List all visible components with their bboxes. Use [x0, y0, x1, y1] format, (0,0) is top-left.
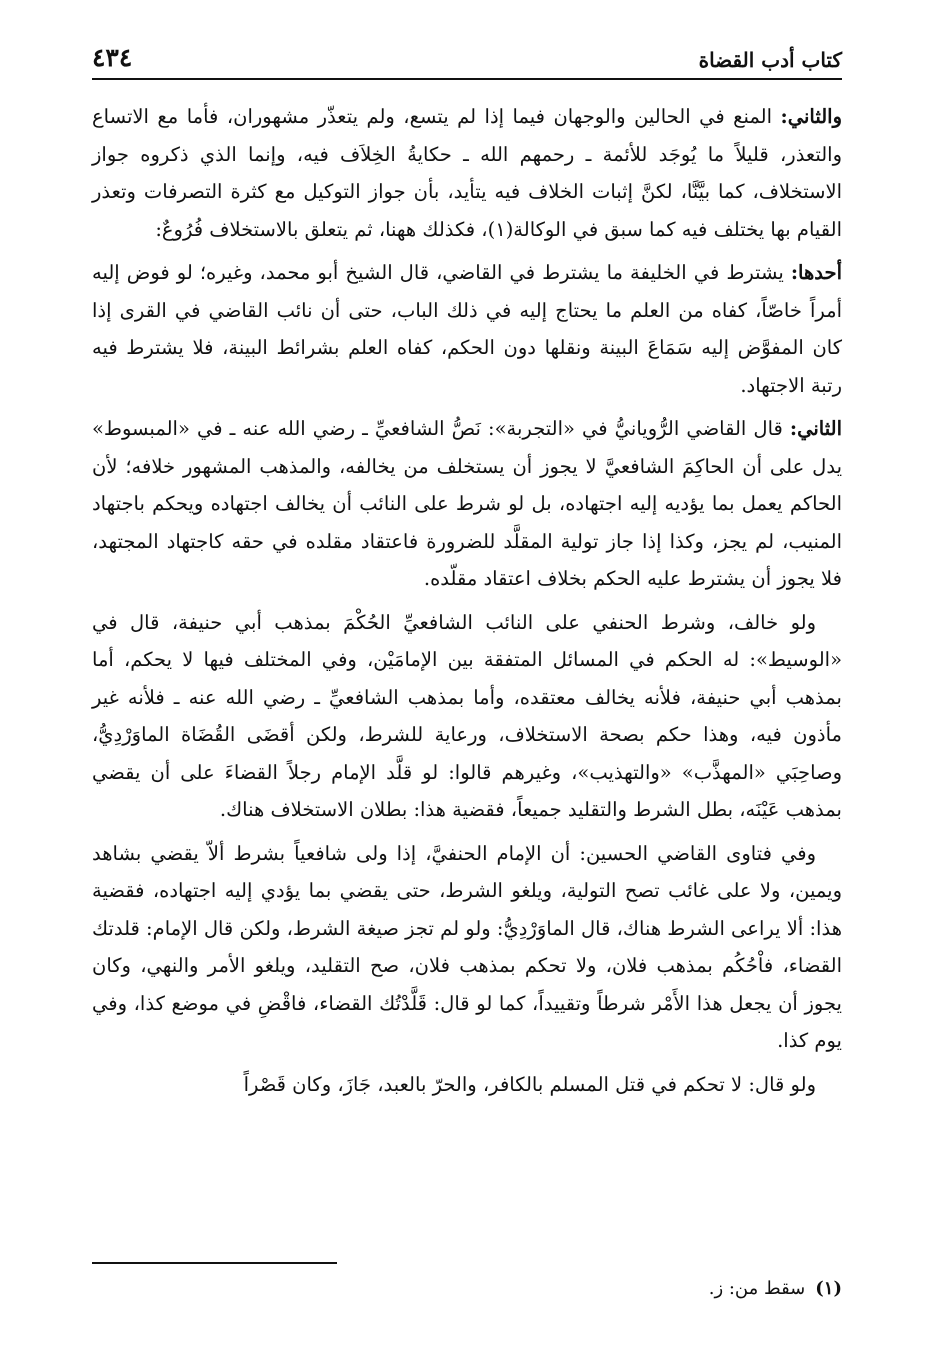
- paragraph: [92, 1066, 842, 1104]
- paragraph-text: يشترط في الخليفة ما يشترط في القاضي، قال الشيخ أبو محمد، وغيره؛ لو فوض إليه أمراً خاصّاً، كفاه من العلم ما يحتاج إليه في ذلك الباب، حتى أن نائب القاضي في القرى إذا كان المفوَّض إليه سَمَاعَ البينة ونقلها دون الحكم، كفاه العلم بشرائط البينة، فلا يشترط فيه رتبة الاجتهاد.: [92, 261, 842, 397]
- footnote-number: (١): [815, 1278, 842, 1299]
- paragraph-text: وفي فتاوى القاضي الحسين: أن الإمام الحنفيَّ، إذا ولى شافعياً بشرط ألاّ يقضي بشاهد ويمين، ولا على غائب تصح التولية، ويلغو الشرط، حتى يقضي بما يؤدي إليه اجتهاده، فقضية هذا: ألا يراعى الشرط هناك، قال الماوَرْدِيُّ: ولو لم تجز صيغة الشرط، ولكن قال الإمام: قلدتك القضاء، فاْحُكُم بمذهب فلان، ولا تحكم بمذهب فلان، صح التقليد، ويلغو الأمر والنهي، وكان يجوز أن يجعل هذا الأَمْر شرطاً وتقييداً، كما لو قال: قَلَّدْتُك القضاء، فاقْضِ في موضع كذا، وفي يوم كذا.: [91, 841, 842, 1052]
- paragraph-text: ولو خالف، وشرط الحنفي على النائب الشافعيِّ الحُكْمَ بمذهب أبي حنيفة، قال في «الوسيط»: له الحكم في المسائل المتفقة بين الإمامَيْن، وفي المختلف فيها لا يحكم، أما بمذهب أبي حنيفة، فلأنه يخالف معتقده، وأما بمذهب الشافعيِّ ـ رضي الله عنه ـ فلأنه غير مأذون فيه، وهذا حكم بصحة الاستخلاف، ورعاية للشرط، ولكن أقضَى القُضَاة الماوَرْدِيُّ، وصاحِبَي «المهذَّب» «والتهذيب»، وغيرهم قالوا: لو قلَّد الإمام رجلاً القضاءَ على أن يقضي بمذهب عَيْنَه، بطل الشرط والتقليد جميعاً، فقضية هذا: بطلان الاستخلاف هناك.: [92, 610, 842, 821]
- footnote-text: سقط من: ز.: [708, 1278, 806, 1299]
- paragraph-text: قال القاضي الرُّويانيُّ في «التجربة»: نَصُّ الشافعيِّ ـ رضي الله عنه ـ في «المبسوط» يدل على أن الحاكِمَ الشافعيَّ لا يجوز أن يستخلف من يخالفه، والمذهب المشهور خلافه؛ لأن الحاكم يعمل بما يؤديه إليه اجتهاده، بل لو شرط على النائب أن يخالف اجتهاده ويحكم باجتهاد المنيب، لم يجز، وكذا إذا جاز تولية المقلَّد للضرورة فاعتقاد مقلده في حقه كاجتهاد المجتهد، فلا يجوز أن يشترط عليه الحكم بخلاف اعتقاد مقلّده.: [92, 417, 842, 590]
- paragraph-text: المنع في الحالين والوجهان فيما إذا لم يتسع، ولم يتعذّر مشهوران، فأما مع الاتساع والتعذر، قليلاً ما يُوجَد للأئمة ـ رحمهم الله ـ حكايةُ الخِلاَف فيه، وإنما الذي ذكروه جواز الاستخلاف، كما بيَّنَّا، لكنَّ إثبات الخلاف فيه يتأيد، بأن جواز التوكيل مع كثرة التصرفات وتعذر القيام بها يختلف فيه كما سبق في الوكالة(١)، فكذلك ههنا، ثم يتعلق بالاستخلاف فُرُوعٌ:: [92, 105, 842, 241]
- paragraph: [92, 835, 842, 1060]
- paragraph: [92, 254, 842, 404]
- page-header: [92, 40, 842, 80]
- paragraph-lead: الثاني:: [789, 417, 842, 440]
- paragraph-lead: والثاني:: [780, 105, 842, 128]
- paragraph-lead: أحدها:: [790, 261, 842, 284]
- running-title: كتاب أدب القضاة: [698, 48, 842, 72]
- page-number: ٤٣٤: [92, 43, 133, 72]
- footnote-divider: [92, 1262, 337, 1264]
- paragraph: [92, 98, 842, 248]
- paragraph: [92, 410, 842, 598]
- page-body: [92, 98, 842, 1109]
- footnote: [709, 1278, 842, 1299]
- page: [92, 40, 842, 1330]
- paragraph-text: ولو قال: لا تحكم في قتل المسلم بالكافر، والحرّ بالعبد، جَازَ، وكان قَصْراً: [243, 1072, 816, 1096]
- paragraph: [92, 604, 842, 829]
